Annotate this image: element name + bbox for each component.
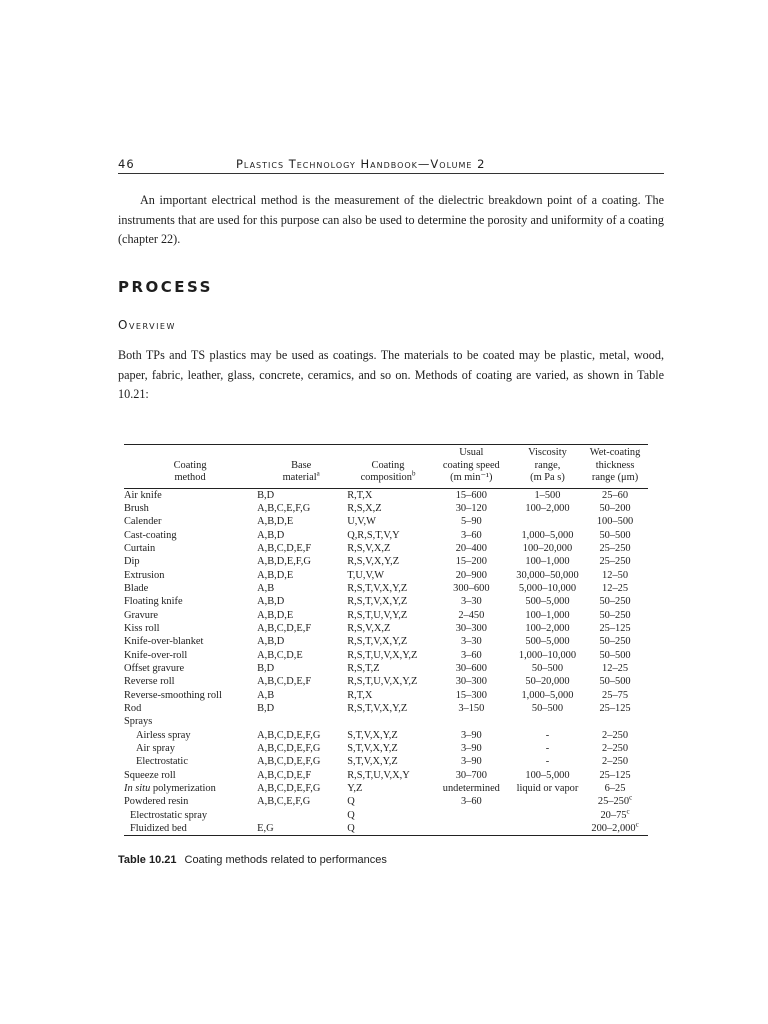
cell-comp: [346, 715, 430, 728]
table-row: [124, 609, 648, 622]
cell-comp: R,T,X: [347, 489, 373, 501]
cell-comp: S,T,V,X,Y,Z: [347, 743, 398, 755]
cell-thick: 50–500: [599, 649, 631, 661]
cell-speed: 3–30: [460, 636, 482, 648]
cell-thick: 25–250$^c$: [597, 793, 633, 808]
cell-comp: U,V,W: [347, 516, 376, 528]
table-row: [124, 715, 648, 728]
cell-speed: 2–450: [458, 609, 485, 621]
table-row: [124, 675, 648, 688]
cell-base: A,B,D: [257, 636, 285, 648]
table-row: [124, 515, 648, 528]
cell-method: Extrusion: [124, 569, 165, 581]
cell-visc: 5,000–10,000: [518, 582, 577, 594]
cell-base: B,D: [257, 489, 275, 501]
cell-comp: R,S,T,U,V,X,Y,Z: [347, 649, 418, 661]
cell-method: Calender: [124, 516, 162, 528]
cell-visc: 1–500: [534, 489, 561, 501]
table-row: [124, 622, 648, 635]
table-row: [124, 702, 648, 715]
table-row: [124, 542, 648, 555]
cell-comp: R,S,X,Z: [347, 502, 382, 514]
cell-speed: 5–90: [460, 516, 482, 528]
table-row: [124, 769, 648, 782]
cell-speed: 3–30: [460, 596, 482, 608]
table-row: [124, 755, 648, 768]
cell-speed: 30–700: [455, 769, 487, 781]
table-caption: [118, 854, 387, 866]
running-title: Plastics Technology Handbook—Volume 2: [236, 157, 486, 171]
cell-base: A,B: [257, 689, 275, 701]
cell-thick: 50–500: [599, 676, 631, 688]
cell-base: A,B,D,E: [257, 609, 294, 621]
running-header: [118, 157, 664, 174]
cell-method: Electrostatic: [136, 756, 188, 768]
cell-comp: R,S,T,U,V,X,Y,Z: [347, 676, 418, 688]
table-row: [124, 649, 648, 662]
cell-method: Gravure: [124, 609, 159, 621]
cell-comp: R,S,T,V,X,Y,Z: [347, 582, 408, 594]
cell-comp: R,S,T,U,V,Y,Z: [347, 609, 408, 621]
cell-visc: 100–2,000: [525, 622, 570, 634]
table-row: [124, 635, 648, 648]
cell-comp: R,S,T,V,X,Y,Z: [347, 596, 408, 608]
cell-visc: 50–20,000: [525, 676, 570, 688]
cell-thick: 50–200: [599, 502, 631, 514]
col-header-method: Coating method: [124, 445, 256, 489]
cell-method: Fluidized bed: [124, 822, 256, 836]
cell-thick: 50–250: [599, 609, 631, 621]
cell-thick: 12–25: [602, 582, 629, 594]
cell-comp: R,S,T,Z: [347, 662, 380, 674]
table-row: [124, 582, 648, 595]
cell-visc: 50–500: [531, 703, 564, 714]
cell-base: A,B,D: [257, 529, 285, 541]
cell-visc: 100–20,000: [522, 542, 573, 554]
cell-base: A,B,C,D,E,F,G: [257, 743, 321, 755]
cell-base: E,G: [256, 822, 346, 836]
cell-comp: Q: [346, 822, 430, 836]
cell-speed: 15–600: [455, 489, 487, 501]
cell-speed: [430, 809, 513, 822]
cell-speed: 30–300: [455, 622, 487, 634]
col-header-base-material: Base material$^a$: [256, 445, 346, 489]
cell-speed: 15–300: [455, 689, 487, 701]
cell-base: A,B,C,D,E: [257, 649, 303, 661]
cell-base: A,B,C,E,F,G: [257, 796, 311, 808]
cell-thick: 100–500: [596, 516, 634, 528]
cell-base: A,B,D,E,F,G: [257, 556, 311, 568]
cell-thick: 25–250: [599, 556, 631, 568]
cell-visc: [513, 822, 582, 836]
cell-comp: S,T,V,X,Y,Z: [347, 756, 398, 768]
cell-visc: -: [545, 756, 550, 768]
cell-base: A,B,C,D,E,F: [257, 542, 312, 554]
cell-method: Sprays: [124, 716, 153, 728]
cell-thick: 25–60: [602, 489, 629, 501]
col-header-speed: Usual coating speed (m min⁻¹): [430, 445, 513, 489]
cell-thick: 12–50: [602, 569, 629, 581]
cell-method: Reverse roll: [124, 676, 175, 688]
cell-method: Knife-over-blanket: [124, 636, 204, 648]
cell-speed: 3–150: [458, 703, 485, 714]
cell-base: A,B: [257, 582, 275, 594]
cell-visc: 100–2,000: [525, 502, 570, 514]
cell-thick: 50–250: [599, 596, 631, 608]
cell-speed: 30–120: [455, 502, 487, 514]
cell-base: B,D: [257, 703, 275, 714]
cell-base: A,B,C,E,F,G: [257, 502, 311, 514]
cell-base: A,B,C,D,E,F,G: [257, 729, 321, 741]
cell-method: In situ polymerization: [124, 783, 216, 795]
cell-visc: 30,000–50,000: [516, 569, 579, 581]
cell-speed: 20–900: [455, 569, 487, 581]
cell-speed: [430, 822, 513, 836]
table-row: [124, 782, 648, 795]
cell-method: Curtain: [124, 542, 156, 554]
cell-method: Knife-over-roll: [124, 649, 188, 661]
cell-thick: 25–250: [599, 542, 631, 554]
cell-method: Air spray: [136, 743, 175, 755]
table-row: [124, 822, 648, 836]
cell-visc: 50–500: [531, 662, 564, 674]
cell-speed: 3–90: [460, 743, 482, 755]
cell-visc: [513, 795, 582, 808]
cell-thick: 2–250: [602, 756, 629, 768]
cell-base: A,B,C,D,E,F: [257, 676, 312, 688]
cell-thick: 25–125: [599, 622, 631, 634]
table-header-row: [124, 445, 648, 489]
table-row: [124, 795, 648, 808]
cell-comp: R,S,T,V,X,Y,Z: [347, 636, 408, 648]
cell-visc: 100–1,000: [525, 556, 570, 568]
cell-base: A,B,D,E: [257, 569, 294, 581]
cell-base: [256, 809, 346, 822]
cell-thick: 2–250: [602, 743, 629, 755]
cell-visc: liquid or vapor: [516, 783, 579, 795]
cell-base: A,B,C,D,E,F: [257, 769, 312, 781]
cell-method-italic: In situ: [124, 783, 151, 795]
cell-comp: R,S,V,X,Z: [347, 542, 391, 554]
cell-thick: 2–250: [602, 729, 629, 741]
table-row: [124, 502, 648, 515]
cell-method: Dip: [124, 556, 140, 568]
cell-comp: T,U,V,W: [347, 569, 385, 581]
col-header-composition: Coating composition$^b$: [346, 445, 430, 489]
cell-speed: 3–60: [460, 796, 482, 808]
cell-comp: Q: [347, 796, 355, 808]
cell-comp: Q: [347, 809, 355, 821]
cell-comp: R,S,V,X,Z: [347, 622, 391, 634]
cell-method: Rod: [124, 703, 142, 714]
cell-method: Electrostatic spray: [130, 809, 208, 821]
cell-visc: [513, 809, 582, 822]
cell-speed: undetermined: [442, 783, 500, 795]
cell-visc: -: [545, 729, 550, 741]
cell-method: Floating knife: [124, 596, 183, 608]
cell-comp: R,T,X: [347, 689, 373, 701]
cell-base: A,B,C,D,E,F: [257, 622, 312, 634]
cell-comp: Y,Z: [347, 783, 363, 795]
cell-speed: [430, 715, 513, 728]
cell-comp: R,S,V,X,Y,Z: [347, 556, 400, 568]
table-row: [124, 689, 648, 702]
cell-method: Powdered resin: [124, 796, 189, 808]
col-header-viscosity: Viscosity range, (m Pa s): [513, 445, 582, 489]
table-row: [124, 662, 648, 675]
cell-base: B,D: [257, 662, 275, 674]
cell-thick: 25–125: [599, 769, 631, 781]
section-heading: PROCESS: [118, 278, 213, 296]
col-header-thickness: Wet-coating thickness range (μm): [582, 445, 648, 489]
cell-thick: 50–500: [599, 529, 631, 541]
cell-speed: 30–600: [455, 662, 487, 674]
cell-speed: 20–400: [455, 542, 487, 554]
table-row: [124, 569, 648, 582]
cell-base: [256, 715, 346, 728]
cell-method: Cast-coating: [124, 529, 177, 541]
table-row: [124, 529, 648, 542]
cell-speed: 3–90: [460, 729, 482, 741]
table-row: [124, 729, 648, 742]
cell-base: A,B,C,D,E,F,G: [257, 756, 321, 768]
cell-method: Kiss roll: [124, 622, 160, 634]
cell-speed: 15–200: [455, 556, 487, 568]
cell-visc: 100–1,000: [525, 609, 570, 621]
cell-visc: 1,000–5,000: [521, 689, 574, 701]
cell-speed: 3–60: [460, 529, 482, 541]
cell-thick: 12–25: [602, 662, 629, 674]
cell-method: Blade: [124, 582, 149, 594]
cell-comp: R,S,T,V,X,Y,Z: [347, 703, 408, 714]
table-row: [124, 488, 648, 502]
cell-method: Offset gravure: [124, 662, 185, 674]
cell-base: A,B,D,E: [257, 516, 294, 528]
cell-visc: 500–5,000: [525, 596, 570, 608]
cell-thick: 6–25: [604, 783, 626, 795]
cell-visc: 1,000–5,000: [521, 529, 574, 541]
cell-method: Squeeze roll: [124, 769, 176, 781]
cell-base: A,B,D: [257, 596, 285, 608]
cell-comp: Q,R,S,T,V,Y: [347, 529, 400, 541]
cell-speed: 3–90: [460, 756, 482, 768]
table-row: [124, 595, 648, 608]
cell-visc: 1,000–10,000: [518, 649, 577, 661]
cell-speed: 30–300: [455, 676, 487, 688]
cell-method: Reverse-smoothing roll: [124, 689, 222, 701]
cell-speed: 300–600: [453, 582, 490, 594]
table-row: [124, 742, 648, 755]
cell-visc: [513, 715, 582, 728]
overview-paragraph: Both TPs and TS plastics may be used as coatings. The materials to be coated may be plastic, metal, wood, paper, fabric, leather, glass, concrete, ceramics, and so on. Methods of coating are varied, as shown in Table 10.21:: [118, 348, 664, 401]
cell-method: Airless spray: [136, 729, 191, 741]
cell-visc: 100–5,000: [525, 769, 570, 781]
cell-thick: 50–250: [599, 636, 631, 648]
cell-visc: [513, 515, 582, 528]
cell-base: A,B,C,D,E,F,G: [257, 783, 321, 795]
cell-speed: 3–60: [460, 649, 482, 661]
page-number: 46: [118, 157, 135, 171]
cell-thick: 25–75: [602, 689, 629, 701]
table-row: [124, 555, 648, 568]
cell-thick: 25–125: [599, 703, 631, 714]
cell-comp: S,T,V,X,Y,Z: [347, 729, 398, 741]
cell-thick: 20–75$^c$: [600, 807, 630, 821]
coating-methods-table: [124, 444, 648, 836]
subsection-heading: Overview: [118, 318, 176, 332]
cell-visc: 500–5,000: [525, 636, 570, 648]
caption-label: Table 10.21: [118, 854, 177, 866]
caption-text: Coating methods related to performances: [184, 854, 387, 866]
cell-thick: 200–2,000$^c$: [582, 822, 648, 836]
table-row: [124, 809, 648, 822]
cell-comp: R,S,T,U,V,X,Y: [347, 769, 410, 781]
cell-visc: -: [545, 743, 550, 755]
cell-method: Air knife: [124, 489, 162, 501]
intro-paragraph: An important electrical method is the measurement of the dielectric breakdown point of a coating. The instruments that are used for this purpose can also be used to determine the porosity and uniformity of a coating (chapter 22).: [118, 193, 664, 246]
cell-thick: [582, 715, 648, 728]
cell-method: Brush: [124, 502, 149, 514]
